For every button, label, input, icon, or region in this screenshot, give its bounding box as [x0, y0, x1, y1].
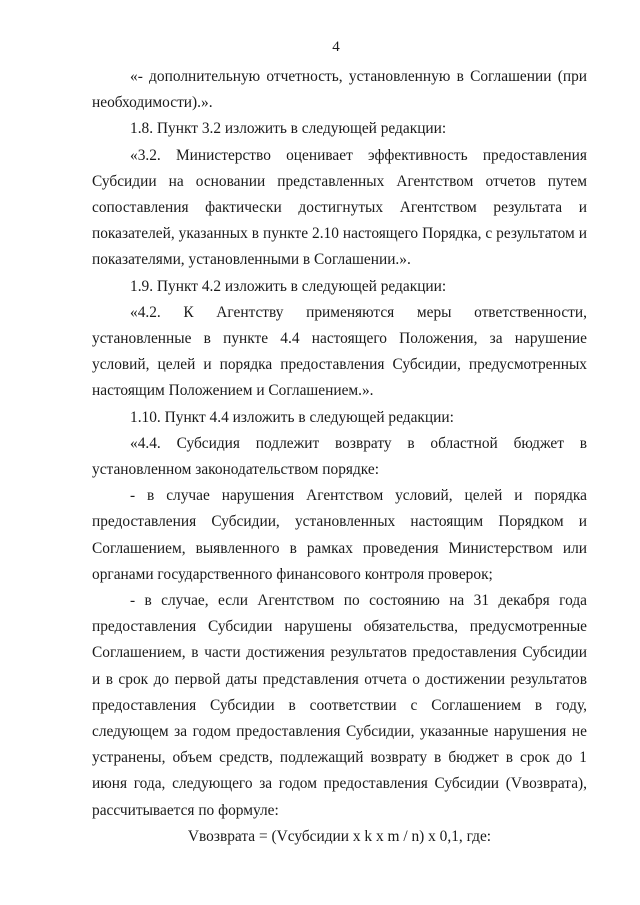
document-body: [92, 64, 587, 850]
paragraph: «- дополнительную отчетность, установленную в Соглашении (при необходимости).».: [92, 68, 587, 112]
paragraph: - в случае, если Агентством по состоянию на 31 декабря года предоставления Субсидии нарушены обязательства, предусмотренные Соглашением, в части достижения результатов предоставления Субсидии и в срок до первой даты представления отчета о достижении результатов предоставления Субсидии в соответствии с Соглашением в году, следующем за годом предоставления Субсидии, указанные нарушения не устранены, объем средств, подлежащий возврату в бюджет в срок до 1 июня года, следующего за годом предоставления Субсидии (Vвозврата), рассчитывается по формуле:: [92, 592, 587, 819]
formula: Vвозврата = (Vсубсидии x k x m / n) x 0,1, где:: [187, 827, 492, 845]
paragraph: - в случае нарушения Агентством условий, целей и порядка предоставления Субсидии, установленных настоящим Порядком и Соглашением, выявленного в рамках проведения Министерством или органами государственного финансового контроля проверок;: [92, 487, 587, 583]
paragraph: «3.2. Министерство оценивает эффективность предоставления Субсидии на основании представленных Агентством отчетов путем сопоставления фактически достигнутых Агентством результата и показателей, указанных в пункте 2.10 настоящего Порядка, с результатом и показателями, установленными в Соглашении.».: [92, 146, 587, 269]
paragraph: «4.2. К Агентству применяются меры ответственности, установленные в пункте 4.4 настоящего Положения, за нарушение условий, целей и порядка предоставления Субсидии, предусмотренных настоящим Положением и Соглашением.».: [92, 303, 587, 400]
paragraph: 1.10. Пункт 4.4 изложить в следующей редакции:: [130, 408, 454, 426]
paragraph: 1.8. Пункт 3.2 изложить в следующей редакции:: [130, 120, 447, 138]
paragraph: 1.9. Пункт 4.2 изложить в следующей редакции:: [130, 277, 447, 295]
paragraph: «4.4. Субсидия подлежит возврату в областной бюджет в установленном законодательством порядке:: [92, 434, 587, 479]
page-number: 4: [332, 39, 340, 55]
